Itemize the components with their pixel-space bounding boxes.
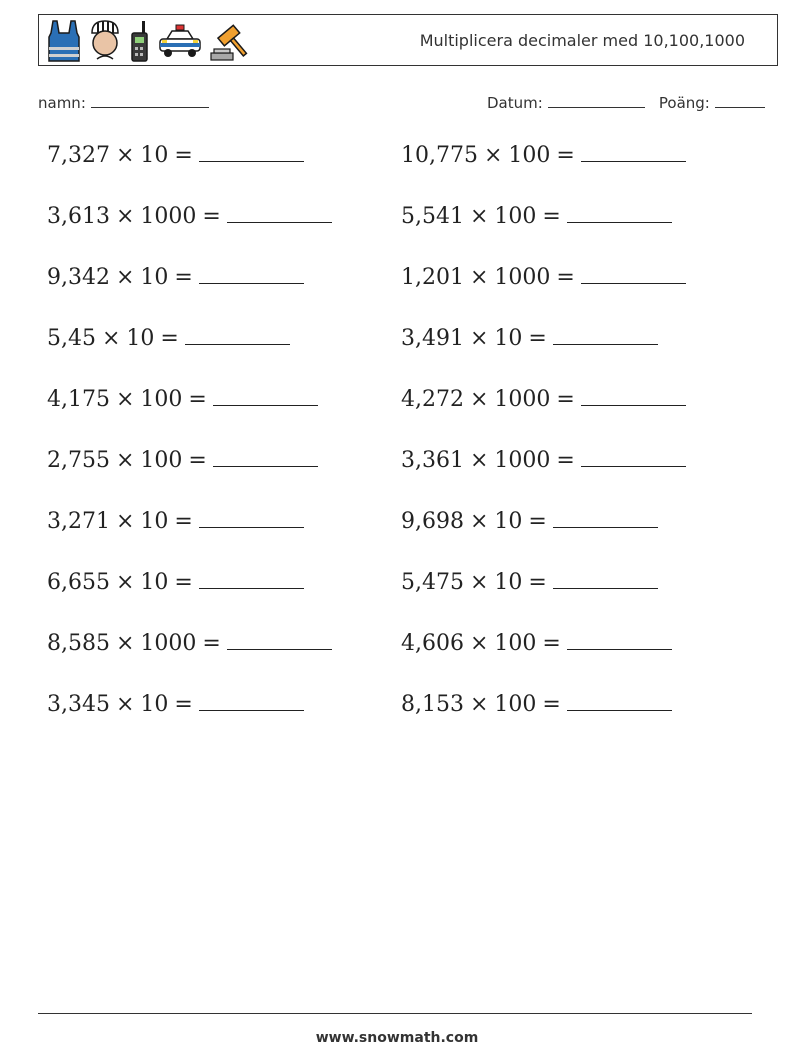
problem-row bbox=[47, 692, 767, 728]
footer-url: www.snowmath.com bbox=[315, 1030, 479, 1046]
equals-symbol: = bbox=[556, 143, 575, 168]
equals-symbol: = bbox=[188, 387, 207, 412]
times-symbol: × bbox=[469, 631, 489, 656]
worksheet-header bbox=[38, 14, 778, 66]
operand-b: 10 bbox=[140, 143, 169, 168]
times-symbol: × bbox=[483, 143, 503, 168]
problem-item bbox=[47, 326, 290, 351]
problem-item bbox=[401, 570, 658, 595]
operand-a: 10,775 bbox=[401, 143, 478, 168]
equals-symbol: = bbox=[174, 570, 193, 595]
answer-blank[interactable] bbox=[581, 448, 686, 467]
worksheet-title: Multiplicera decimaler med 10,100,1000 bbox=[419, 31, 745, 50]
answer-blank[interactable] bbox=[567, 631, 672, 650]
times-symbol: × bbox=[115, 692, 135, 717]
operand-a: 6,655 bbox=[47, 570, 110, 595]
date-score-fields bbox=[487, 93, 765, 112]
answer-blank[interactable] bbox=[581, 387, 686, 406]
score-blank[interactable] bbox=[715, 93, 765, 108]
equals-symbol: = bbox=[528, 326, 547, 351]
date-blank[interactable] bbox=[548, 93, 645, 108]
equals-symbol: = bbox=[556, 265, 575, 290]
answer-blank[interactable] bbox=[199, 509, 304, 528]
equals-symbol: = bbox=[174, 143, 193, 168]
operand-a: 4,606 bbox=[401, 631, 464, 656]
operand-b: 1000 bbox=[140, 204, 197, 229]
times-symbol: × bbox=[469, 265, 489, 290]
answer-blank[interactable] bbox=[553, 570, 658, 589]
answer-blank[interactable] bbox=[581, 143, 686, 162]
equals-symbol: = bbox=[174, 692, 193, 717]
equals-symbol: = bbox=[188, 448, 207, 473]
answer-blank[interactable] bbox=[567, 692, 672, 711]
operand-b: 10 bbox=[140, 509, 169, 534]
problem-row bbox=[47, 570, 767, 606]
footer-divider bbox=[38, 1013, 752, 1014]
times-symbol: × bbox=[115, 204, 135, 229]
operand-a: 9,342 bbox=[47, 265, 110, 290]
problem-row bbox=[47, 448, 767, 484]
operand-a: 3,345 bbox=[47, 692, 110, 717]
operand-a: 4,272 bbox=[401, 387, 464, 412]
times-symbol: × bbox=[101, 326, 121, 351]
answer-blank[interactable] bbox=[199, 143, 304, 162]
operand-b: 100 bbox=[508, 143, 551, 168]
operand-a: 5,541 bbox=[401, 204, 464, 229]
times-symbol: × bbox=[115, 387, 135, 412]
operand-b: 1000 bbox=[140, 631, 197, 656]
problem-item bbox=[47, 631, 332, 656]
answer-blank[interactable] bbox=[227, 204, 332, 223]
operand-a: 8,585 bbox=[47, 631, 110, 656]
problem-row bbox=[47, 387, 767, 423]
problem-item bbox=[47, 570, 304, 595]
answer-blank[interactable] bbox=[567, 204, 672, 223]
problem-item bbox=[47, 692, 304, 717]
name-field bbox=[38, 93, 209, 112]
equals-symbol: = bbox=[174, 509, 193, 534]
operand-b: 1000 bbox=[494, 265, 551, 290]
answer-blank[interactable] bbox=[199, 692, 304, 711]
operand-a: 5,45 bbox=[47, 326, 96, 351]
times-symbol: × bbox=[115, 631, 135, 656]
times-symbol: × bbox=[115, 570, 135, 595]
operand-b: 10 bbox=[126, 326, 155, 351]
times-symbol: × bbox=[469, 570, 489, 595]
times-symbol: × bbox=[469, 326, 489, 351]
answer-blank[interactable] bbox=[553, 509, 658, 528]
operand-b: 10 bbox=[140, 265, 169, 290]
operand-a: 8,153 bbox=[401, 692, 464, 717]
problem-item bbox=[401, 265, 686, 290]
operand-a: 7,327 bbox=[47, 143, 110, 168]
problem-item bbox=[401, 326, 658, 351]
operand-b: 100 bbox=[140, 387, 183, 412]
operand-a: 9,698 bbox=[401, 509, 464, 534]
equals-symbol: = bbox=[202, 204, 221, 229]
vest-icon bbox=[47, 19, 81, 63]
equals-symbol: = bbox=[528, 509, 547, 534]
equals-symbol: = bbox=[160, 326, 179, 351]
times-symbol: × bbox=[469, 692, 489, 717]
answer-blank[interactable] bbox=[581, 265, 686, 284]
date-label: Datum: bbox=[487, 94, 543, 112]
problem-row bbox=[47, 143, 767, 179]
operand-a: 5,475 bbox=[401, 570, 464, 595]
answer-blank[interactable] bbox=[199, 570, 304, 589]
problem-item bbox=[401, 204, 672, 229]
operand-a: 4,175 bbox=[47, 387, 110, 412]
times-symbol: × bbox=[469, 509, 489, 534]
operand-b: 10 bbox=[140, 570, 169, 595]
equals-symbol: = bbox=[528, 570, 547, 595]
operand-b: 1000 bbox=[494, 448, 551, 473]
operand-a: 3,271 bbox=[47, 509, 110, 534]
operand-a: 1,201 bbox=[401, 265, 464, 290]
answer-blank[interactable] bbox=[227, 631, 332, 650]
operand-a: 3,613 bbox=[47, 204, 110, 229]
equals-symbol: = bbox=[542, 692, 561, 717]
problem-item bbox=[401, 692, 672, 717]
equals-symbol: = bbox=[174, 265, 193, 290]
operand-a: 3,361 bbox=[401, 448, 464, 473]
problem-item bbox=[47, 143, 304, 168]
prisoner-icon bbox=[87, 19, 123, 63]
times-symbol: × bbox=[469, 387, 489, 412]
problem-item bbox=[401, 143, 686, 168]
name-blank[interactable] bbox=[91, 93, 209, 108]
answer-blank[interactable] bbox=[185, 326, 290, 345]
times-symbol: × bbox=[115, 448, 135, 473]
problem-item bbox=[47, 387, 318, 412]
operand-b: 10 bbox=[494, 509, 523, 534]
equals-symbol: = bbox=[556, 387, 575, 412]
header-icons bbox=[47, 19, 253, 63]
operand-b: 100 bbox=[494, 692, 537, 717]
times-symbol: × bbox=[115, 509, 135, 534]
problem-row bbox=[47, 265, 767, 301]
name-label: namn: bbox=[38, 94, 86, 112]
operand-b: 100 bbox=[494, 631, 537, 656]
gavel-icon bbox=[209, 19, 253, 63]
times-symbol: × bbox=[469, 204, 489, 229]
operand-b: 100 bbox=[140, 448, 183, 473]
problem-item bbox=[47, 204, 332, 229]
problem-row bbox=[47, 204, 767, 240]
times-symbol: × bbox=[115, 143, 135, 168]
problem-item bbox=[47, 509, 304, 534]
score-label: Poäng: bbox=[658, 94, 710, 112]
equals-symbol: = bbox=[542, 631, 561, 656]
radio-icon bbox=[129, 19, 151, 63]
operand-a: 2,755 bbox=[47, 448, 110, 473]
operand-b: 10 bbox=[494, 326, 523, 351]
operand-b: 100 bbox=[494, 204, 537, 229]
problem-item bbox=[401, 448, 686, 473]
times-symbol: × bbox=[469, 448, 489, 473]
answer-blank[interactable] bbox=[213, 387, 318, 406]
operand-a: 3,491 bbox=[401, 326, 464, 351]
problem-item bbox=[47, 448, 318, 473]
operand-b: 1000 bbox=[494, 387, 551, 412]
problem-item bbox=[47, 265, 304, 290]
problem-row bbox=[47, 631, 767, 667]
problem-item bbox=[401, 631, 672, 656]
operand-b: 10 bbox=[494, 570, 523, 595]
equals-symbol: = bbox=[556, 448, 575, 473]
times-symbol: × bbox=[115, 265, 135, 290]
problem-item bbox=[401, 387, 686, 412]
problem-row bbox=[47, 509, 767, 545]
equals-symbol: = bbox=[542, 204, 561, 229]
answer-blank[interactable] bbox=[199, 265, 304, 284]
equals-symbol: = bbox=[202, 631, 221, 656]
answer-blank[interactable] bbox=[553, 326, 658, 345]
problem-item bbox=[401, 509, 658, 534]
police-car-icon bbox=[157, 19, 203, 63]
operand-b: 10 bbox=[140, 692, 169, 717]
answer-blank[interactable] bbox=[213, 448, 318, 467]
problem-row bbox=[47, 326, 767, 362]
